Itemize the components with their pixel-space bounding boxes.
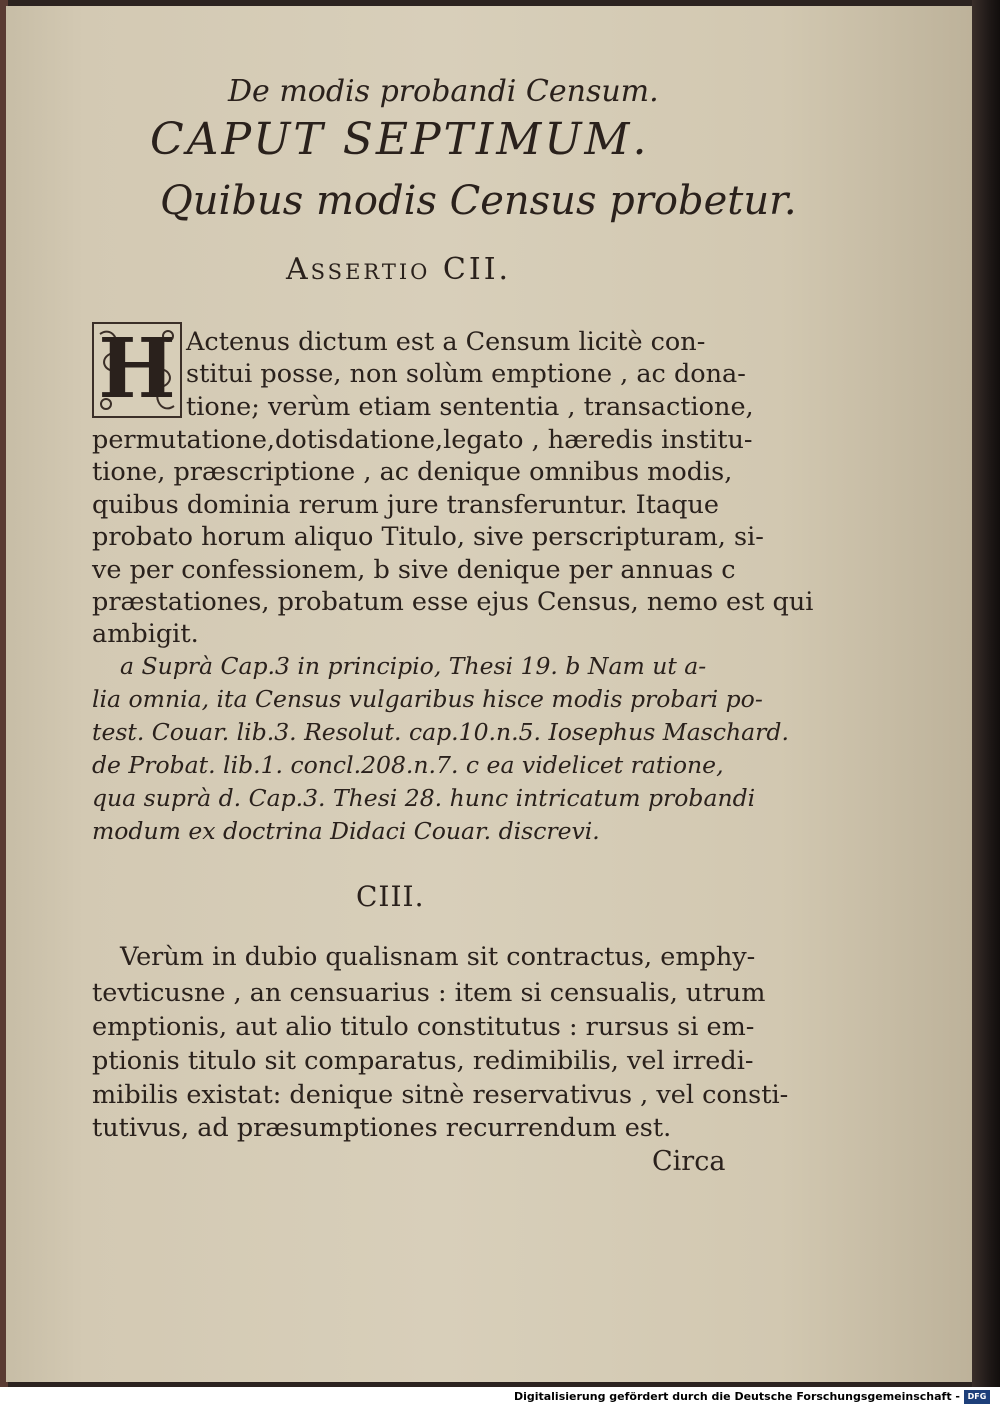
paragraph1-line: stitui posse, non solùm emptione , ac dona-: [186, 359, 746, 389]
paragraph2-line: mibilis existat: denique sitnè reservativus , vel consti-: [92, 1080, 789, 1110]
initial-letter: H: [98, 321, 176, 417]
paragraph2-line: tutivus, ad præsumptiones recurrendum est.: [92, 1113, 672, 1143]
paragraph2-line: ptionis titulo sit comparatus, redimibilis, vel irredi-: [92, 1046, 754, 1076]
chapter-subtitle: Quibus modis Census probetur.: [160, 178, 797, 224]
paragraph2-line: tevticusne , an censuarius : item si censualis, utrum: [92, 978, 766, 1008]
paragraph1-line: Actenus dictum est a Censum licitè con-: [186, 327, 706, 357]
paragraph2-line: emptionis, aut alio titulo constitutus : rursus si em-: [92, 1012, 755, 1042]
paragraph1-line: quibus dominia rerum jure transferuntur. Itaque: [92, 490, 719, 520]
digitization-footer: [0, 1387, 1000, 1407]
paragraph1-line: tione, præscriptione , ac denique omnibus modis,: [92, 457, 733, 487]
funding-credit: Digitalisierung gefördert durch die Deutsche Forschungsgemeinschaft -: [513, 1390, 960, 1403]
paragraph1-line: ambigit.: [92, 619, 199, 649]
section-number: CIII.: [356, 880, 425, 913]
decorated-initial-icon: [92, 322, 182, 418]
footnote-line: de Probat. lib.1. concl.208.n.7. c ea videlicet ratione,: [92, 751, 724, 779]
paragraph1-line: præstationes, probatum esse ejus Census, nemo est qui: [92, 587, 814, 617]
dfg-logo-icon: DFG: [964, 1390, 990, 1404]
catchword: Circa: [652, 1146, 726, 1177]
running-head: De modis probandi Censum.: [228, 74, 659, 109]
paragraph1-line: permutatione,dotisdatione,legato , hæredis institu-: [92, 425, 753, 455]
footnote-line: lia omnia, ita Census vulgaribus hisce modis probari po-: [92, 685, 763, 713]
paragraph1-line: ve per confessionem, b sive denique per annuas c: [92, 555, 736, 585]
paragraph1-line: probato horum aliquo Titulo, sive perscripturam, si-: [92, 522, 764, 552]
footnote-line: qua suprà d. Cap.3. Thesi 28. hunc intricatum probandi: [92, 784, 756, 812]
chapter-title: CAPUT SEPTIMUM.: [150, 114, 650, 165]
footnote-line: modum ex doctrina Didaci Couar. discrevi.: [92, 817, 600, 845]
footnote-line: a Suprà Cap.3 in principio, Thesi 19. b Nam ut a-: [120, 652, 707, 680]
paragraph1-line: tione; verùm etiam sententia , transactione,: [186, 392, 754, 422]
assertion-heading: Assertio CII.: [286, 252, 512, 287]
footnote-line: test. Couar. lib.3. Resolut. cap.10.n.5. Iosephus Maschard.: [92, 718, 789, 746]
paragraph2-line: Verùm in dubio qualisnam sit contractus, emphy-: [120, 942, 756, 972]
page-right-edge: [972, 0, 1000, 1387]
